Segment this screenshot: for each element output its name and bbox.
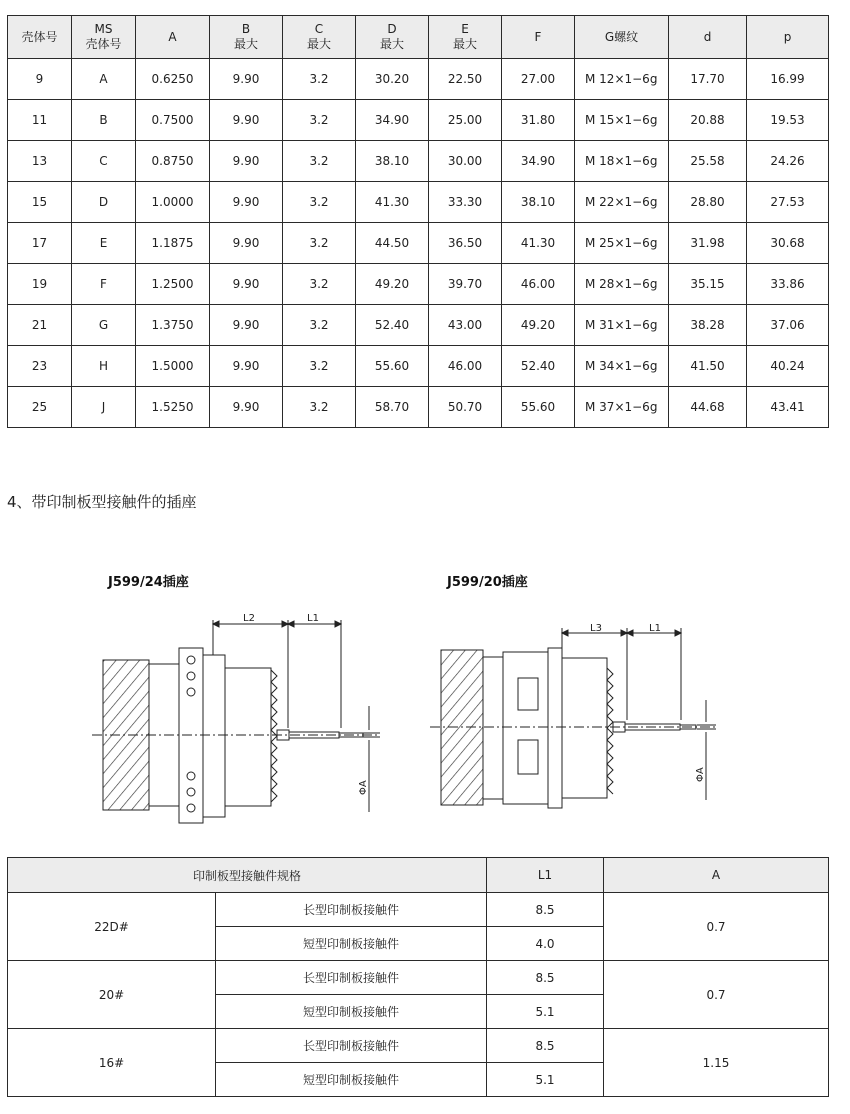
table-cell: 19 [8, 264, 72, 305]
contact-size-cell: 20# [8, 961, 216, 1029]
table-cell: 30.00 [429, 141, 502, 182]
table-cell: 15 [8, 182, 72, 223]
header-p: p [747, 16, 829, 59]
table-cell: 52.40 [502, 346, 575, 387]
header-g-thread: G螺纹 [575, 16, 669, 59]
table-cell: 41.30 [356, 182, 429, 223]
table-cell: 3.2 [283, 346, 356, 387]
contact-type-cell: 长型印制板接触件 [216, 961, 487, 995]
dim-label-l1: L1 [307, 613, 319, 624]
table-row [8, 100, 829, 141]
header-d-small: d [669, 16, 747, 59]
table-cell: 30.68 [747, 223, 829, 264]
table-cell: 25 [8, 387, 72, 428]
table-cell: 44.68 [669, 387, 747, 428]
header-contact-spec: 印制板型接触件规格 [8, 858, 487, 893]
table-cell: 9.90 [210, 182, 283, 223]
table-cell: 35.15 [669, 264, 747, 305]
table-header-row [8, 16, 829, 59]
table-cell: 9.90 [210, 223, 283, 264]
header-l1: L1 [487, 858, 604, 893]
dim-label-phi-a: ΦA [358, 780, 369, 795]
dim-label-l3: L3 [590, 623, 602, 634]
table-cell: 33.30 [429, 182, 502, 223]
table-cell: 43.41 [747, 387, 829, 428]
table-cell: 9.90 [210, 100, 283, 141]
table-cell: 16.99 [747, 59, 829, 100]
table-cell: 17.70 [669, 59, 747, 100]
table-cell: 1.5000 [136, 346, 210, 387]
table-cell: 3.2 [283, 264, 356, 305]
table-cell: 9.90 [210, 141, 283, 182]
header-d: D 最大 [356, 16, 429, 59]
table-cell: 24.26 [747, 141, 829, 182]
table-cell: 20.88 [669, 100, 747, 141]
table-cell: 49.20 [356, 264, 429, 305]
table-cell: 19.53 [747, 100, 829, 141]
table-cell: M 12×1−6g [575, 59, 669, 100]
contact-l1-cell: 8.5 [487, 961, 604, 995]
contact-type-cell: 长型印制板接触件 [216, 1029, 487, 1063]
table-cell: 39.70 [429, 264, 502, 305]
drawing-title-j599-20: J599/20插座 [447, 575, 528, 590]
dim-label-phi-a: ΦA [695, 767, 706, 782]
table-cell: 41.30 [502, 223, 575, 264]
contact-size-cell: 22D# [8, 893, 216, 961]
table-row [8, 182, 829, 223]
table-cell: 46.00 [502, 264, 575, 305]
table-row [8, 893, 829, 927]
contact-type-cell: 短型印制板接触件 [216, 927, 487, 961]
dim-label-l2: L2 [243, 613, 255, 624]
table-cell: 9.90 [210, 305, 283, 346]
table-cell: M 22×1−6g [575, 182, 669, 223]
table-cell: 31.80 [502, 100, 575, 141]
table-cell: 52.40 [356, 305, 429, 346]
table-cell: 36.50 [429, 223, 502, 264]
table-cell: 3.2 [283, 59, 356, 100]
table-cell: 43.00 [429, 305, 502, 346]
table-cell: 30.20 [356, 59, 429, 100]
table-cell: 21 [8, 305, 72, 346]
table-cell: D [72, 182, 136, 223]
drawing-j599-24 [92, 620, 380, 823]
contact-type-cell: 短型印制板接触件 [216, 1063, 487, 1097]
table-cell: 34.90 [356, 100, 429, 141]
table-cell: 38.10 [356, 141, 429, 182]
table-cell: 41.50 [669, 346, 747, 387]
contact-a-cell: 1.15 [604, 1029, 829, 1097]
drawing-j599-20 [430, 628, 716, 808]
table-cell: 34.90 [502, 141, 575, 182]
table-cell: 25.00 [429, 100, 502, 141]
table-cell: G [72, 305, 136, 346]
table-cell: 9.90 [210, 264, 283, 305]
table-cell: 38.28 [669, 305, 747, 346]
table-row [8, 223, 829, 264]
table-cell: 23 [8, 346, 72, 387]
table-cell: 9 [8, 59, 72, 100]
table-row [8, 1029, 829, 1063]
table-cell: 3.2 [283, 141, 356, 182]
table-cell: 1.1875 [136, 223, 210, 264]
table-cell: 0.8750 [136, 141, 210, 182]
shell-dimension-table [7, 15, 829, 428]
table-cell: M 15×1−6g [575, 100, 669, 141]
table-cell: M 28×1−6g [575, 264, 669, 305]
table-cell: 49.20 [502, 305, 575, 346]
contact-l1-cell: 8.5 [487, 893, 604, 927]
contact-l1-cell: 8.5 [487, 1029, 604, 1063]
table-cell: 0.6250 [136, 59, 210, 100]
table-cell: M 31×1−6g [575, 305, 669, 346]
table-cell: M 34×1−6g [575, 346, 669, 387]
header-a: A [136, 16, 210, 59]
contact-l1-cell: 5.1 [487, 995, 604, 1029]
table-cell: B [72, 100, 136, 141]
table-cell: 31.98 [669, 223, 747, 264]
header-a: A [604, 858, 829, 893]
table-cell: C [72, 141, 136, 182]
table-row [8, 305, 829, 346]
table-row [8, 346, 829, 387]
table-cell: 3.2 [283, 100, 356, 141]
pcb-contact-table [7, 857, 829, 1097]
table-cell: 37.06 [747, 305, 829, 346]
contact-type-cell: 短型印制板接触件 [216, 995, 487, 1029]
table-cell: 38.10 [502, 182, 575, 223]
header-f: F [502, 16, 575, 59]
table-row [8, 387, 829, 428]
table-cell: 9.90 [210, 59, 283, 100]
header-c: C 最大 [283, 16, 356, 59]
header-b: B 最大 [210, 16, 283, 59]
shell-body [483, 657, 503, 799]
table-row [8, 141, 829, 182]
table-cell: 1.3750 [136, 305, 210, 346]
table-cell: 1.5250 [136, 387, 210, 428]
table-cell: 3.2 [283, 387, 356, 428]
table-cell: 22.50 [429, 59, 502, 100]
drawing-title-j599-24: J599/24插座 [108, 575, 189, 590]
table-cell: 46.00 [429, 346, 502, 387]
table-cell: 1.0000 [136, 182, 210, 223]
table-cell: 9.90 [210, 387, 283, 428]
dim-label-l1: L1 [649, 623, 661, 634]
table-cell: 44.50 [356, 223, 429, 264]
table-cell: 1.2500 [136, 264, 210, 305]
table-cell: 13 [8, 141, 72, 182]
table-cell: 3.2 [283, 305, 356, 346]
table-cell: 3.2 [283, 223, 356, 264]
table-cell: 40.24 [747, 346, 829, 387]
table-cell: 0.7500 [136, 100, 210, 141]
contact-l1-cell: 5.1 [487, 1063, 604, 1097]
contact-l1-cell: 4.0 [487, 927, 604, 961]
table-cell: 33.86 [747, 264, 829, 305]
table-cell: M 18×1−6g [575, 141, 669, 182]
header-e: E 最大 [429, 16, 502, 59]
table-cell: 9.90 [210, 346, 283, 387]
contact-type-cell: 长型印制板接触件 [216, 893, 487, 927]
table-cell: 28.80 [669, 182, 747, 223]
table-cell: 50.70 [429, 387, 502, 428]
table-cell: 25.58 [669, 141, 747, 182]
table-cell: E [72, 223, 136, 264]
table-row [8, 59, 829, 100]
table-cell: 27.00 [502, 59, 575, 100]
table-cell: 27.53 [747, 182, 829, 223]
table-cell: J [72, 387, 136, 428]
table-row [8, 264, 829, 305]
table-cell: 58.70 [356, 387, 429, 428]
table-cell: 11 [8, 100, 72, 141]
table-cell: 55.60 [356, 346, 429, 387]
table-cell: F [72, 264, 136, 305]
table-cell: 17 [8, 223, 72, 264]
table-cell: M 37×1−6g [575, 387, 669, 428]
table-row [8, 961, 829, 995]
header-shell-size: 壳体号 [8, 16, 72, 59]
header-ms-shell: MS 壳体号 [72, 16, 136, 59]
table-cell: M 25×1−6g [575, 223, 669, 264]
contact-a-cell: 0.7 [604, 961, 829, 1029]
table-cell: 55.60 [502, 387, 575, 428]
contact-size-cell: 16# [8, 1029, 216, 1097]
contact-a-cell: 0.7 [604, 893, 829, 961]
table-cell: H [72, 346, 136, 387]
table-cell: 3.2 [283, 182, 356, 223]
section-heading: 4、带印制板型接触件的插座 [7, 493, 197, 511]
table-cell: A [72, 59, 136, 100]
table-header-row [8, 858, 829, 893]
connector-drawings [0, 600, 850, 830]
